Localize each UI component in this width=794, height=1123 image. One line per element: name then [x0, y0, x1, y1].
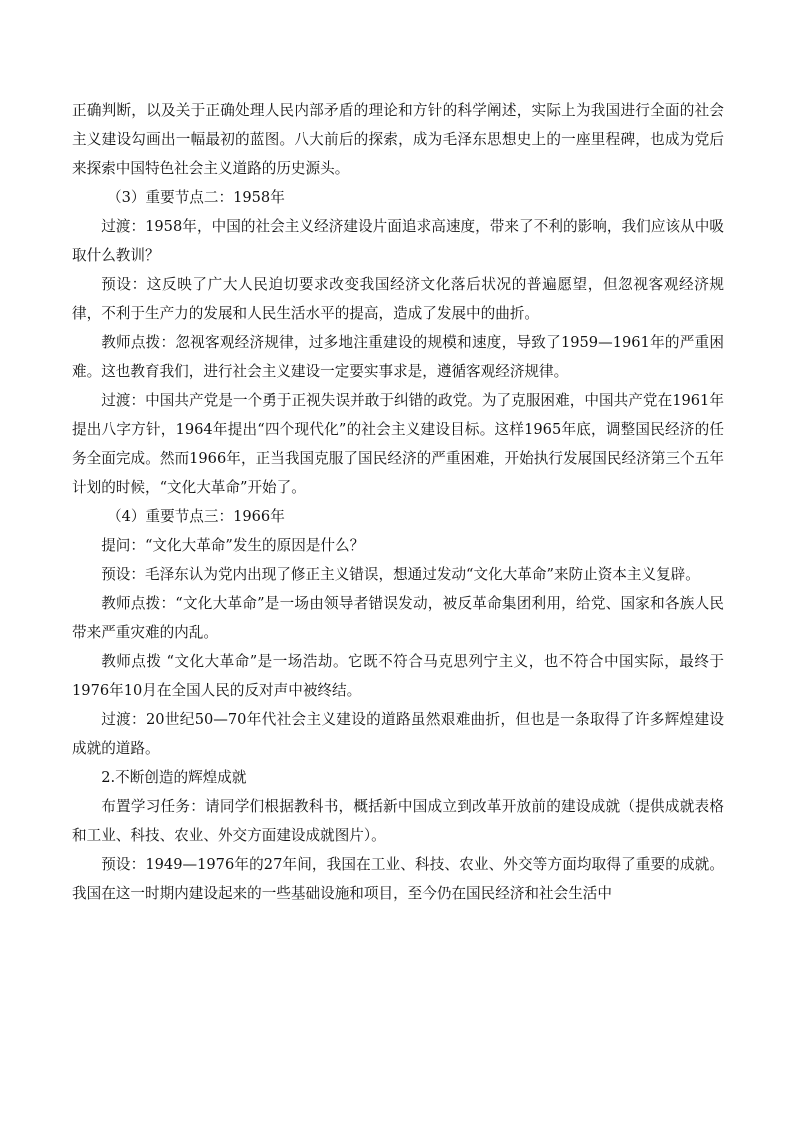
paragraph-preset-1966: 预设：毛泽东认为党内出现了修正主义错误，想通过发动“文化大革命”来防止资本主义复辟。 [101, 566, 700, 583]
paragraph-preset-achievements: 预设：1949—1976年的27年间，我国在工业、科技、农业、外交等方面均取得了重要的成就。我国在这一时期内建设起来的一些基础设施和项目，至今仍在国民经济和社会生活中 [72, 856, 724, 902]
paragraph-teacher-note-1966-b: 教师点拨 “文化大革命”是一场浩劫。它既不符合马克思列宁主义，也不符合中国实际，最终于1976年10月在全国人民的反对声中被终结。 [72, 653, 724, 699]
section-heading-achievements: 2.不断创造的辉煌成就 [101, 769, 247, 786]
section-heading-1966: （4）重要节点三：1966年 [107, 508, 285, 525]
paragraph-preset-1958: 预设：这反映了广大人民迫切要求改变我国经济文化落后状况的普遍愿望，但忽视客观经济规律，不利于生产力的发展和人民生活水平的提高，造成了发展中的曲折。 [72, 276, 724, 322]
paragraph-transition-achievements: 过渡：20世纪50—70年代社会主义建设的道路虽然艰难曲折，但也是一条取得了许多辉煌建设成就的道路。 [72, 711, 724, 757]
section-heading-1958: （3）重要节点二：1958年 [107, 189, 285, 206]
paragraph-learning-task: 布置学习任务：请同学们根据教科书，概括新中国成立到改革开放前的建设成就（提供成就表格和工业、科技、农业、外交方面建设成就图片）。 [72, 798, 724, 844]
paragraph-continuation: 正确判断，以及关于正确处理人民内部矛盾的理论和方针的科学阐述，实际上为我国进行全面的社会主义建设勾画出一幅最初的蓝图。八大前后的探索，成为毛泽东思想史上的一座里程碑，也成为党后来探索中国特色社会主义道路的历史源头。 [72, 102, 724, 177]
paragraph-transition-1966: 过渡：中国共产党是一个勇于正视失误并敢于纠错的政党。为了克服困难，中国共产党在1961年提出八字方针，1964年提出“四个现代化”的社会主义建设目标。这样1965年底，调整国民经济的任务全面完成。然而1966年，正当我国克服了国民经济的严重困难，开始执行发展国民经济第三个五年计划的时候，“文化大革命”开始了。 [72, 392, 724, 496]
paragraph-teacher-note-1966-a: 教师点拨：“文化大革命”是一场由领导者错误发动，被反革命集团利用，给党、国家和各族人民带来严重灾难的内乱。 [72, 595, 724, 641]
document-body [72, 96, 724, 908]
paragraph-transition-1958: 过渡：1958年，中国的社会主义经济建设片面追求高速度，带来了不利的影响，我们应该从中吸取什么教训？ [72, 218, 724, 264]
paragraph-question-1966: 提问：“文化大革命”发生的原因是什么？ [101, 537, 365, 554]
paragraph-teacher-note-1958: 教师点拨：忽视客观经济规律，过多地注重建设的规模和速度，导致了1959—1961年的严重困难。这也教育我们，进行社会主义建设一定要实事求是，遵循客观经济规律。 [72, 334, 724, 380]
